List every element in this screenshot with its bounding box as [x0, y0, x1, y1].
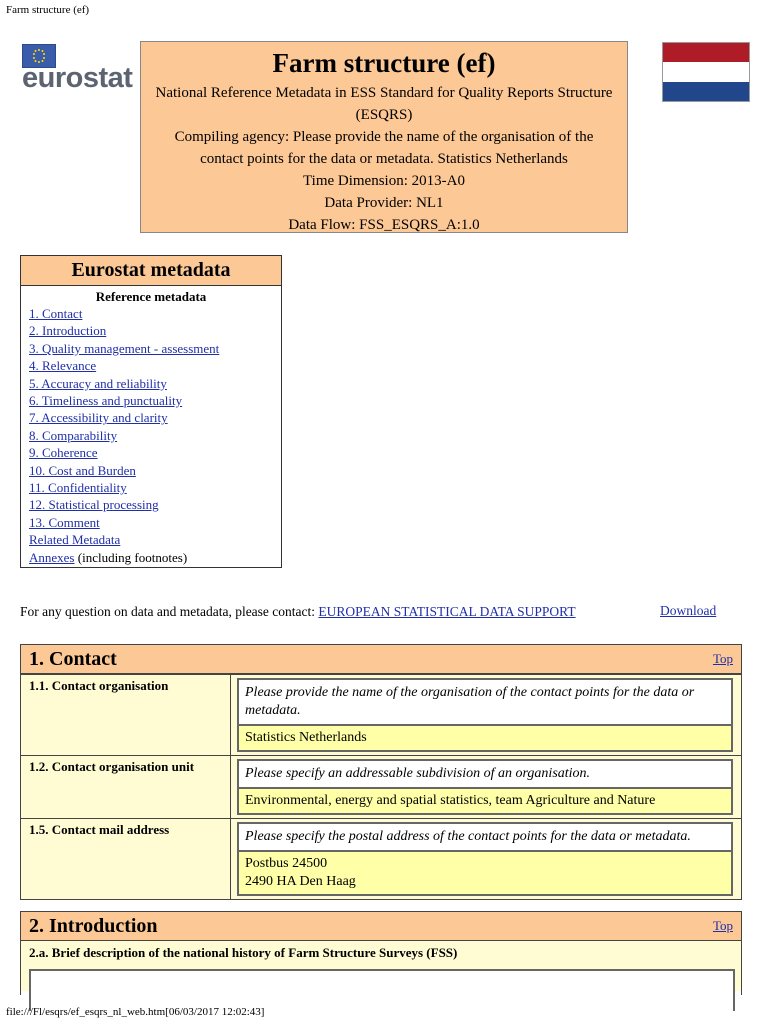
toc-list: [21, 305, 281, 566]
toc-subtitle: Reference metadata: [95, 289, 207, 304]
netherlands-flag-icon: [662, 42, 750, 102]
contact-text: For any question on data and metadata, please contact:: [20, 604, 319, 619]
page-header: Farm structure (ef): [6, 4, 90, 16]
data-support-link[interactable]: EUROPEAN STATISTICAL DATA SUPPORT: [318, 604, 576, 619]
field-value: Statistics Netherlands: [237, 726, 733, 752]
download-link[interactable]: Download: [660, 603, 717, 618]
title-box: [140, 41, 628, 233]
toc-link-confidentiality[interactable]: 11. Confidentiality: [29, 480, 127, 496]
standard-line: National Reference Metadata in ESS Standard for Quality Reports Structure (ESQRS): [155, 85, 613, 123]
table-row: [21, 818, 741, 899]
data-flow-line: Data Flow: FSS_ESQRS_A:1.0: [288, 217, 480, 233]
field-label: 1.2. Contact organisation unit: [21, 756, 231, 818]
field-value: Environmental, energy and spatial statistics, team Agriculture and Nature: [237, 789, 733, 815]
data-provider-line: Data Provider: NL1: [324, 195, 444, 211]
field-instruction: Please specify an addressable subdivision of an organisation.: [237, 759, 733, 789]
table-row: [21, 755, 741, 818]
page-footer: file:///Fl/esqrs/ef_esqrs_nl_web.htm[06/03/2017 12:02:43]: [6, 1006, 265, 1018]
section-title: 2. Introduction: [29, 915, 158, 937]
table-row: [21, 674, 741, 755]
section-contact: [20, 644, 742, 900]
field-instruction: Please provide the name of the organisation of the contact points for the data or metadata.: [237, 678, 733, 726]
section-contact-header: [21, 645, 741, 674]
section-title: 1. Contact: [29, 648, 117, 670]
contact-line: [20, 604, 576, 620]
eurostat-logo[interactable]: [22, 44, 140, 94]
toc-link-comment[interactable]: 13. Comment: [29, 514, 100, 530]
toc-link-accessibility[interactable]: 7. Accessibility and clarity: [29, 410, 168, 426]
section-introduction-header: [21, 912, 741, 941]
toc-title: Eurostat metadata: [21, 256, 281, 286]
field-label: 1.1. Contact organisation: [21, 675, 231, 755]
address-line-1: Postbus 24500: [245, 856, 328, 871]
field-instruction: Please specify the postal address of the contact points for the data or metadata.: [237, 822, 733, 852]
toc-link-quality-management[interactable]: 3. Quality management - assessment: [29, 340, 220, 356]
compiling-agency-line: Compiling agency: Please provide the name of the organisation of the contact points for the data or metadata. Statistics Netherlands: [174, 129, 594, 167]
page-title: Farm structure (ef): [272, 48, 496, 78]
eurostat-wordmark: eurostat: [22, 62, 133, 94]
toc-link-statistical-processing[interactable]: 12. Statistical processing: [29, 497, 159, 513]
top-link[interactable]: Top: [712, 918, 733, 933]
address-line-2: 2490 HA Den Haag: [245, 874, 356, 889]
toc-link-cost-burden[interactable]: 10. Cost and Burden: [29, 462, 136, 478]
toc-link-comparability[interactable]: 8. Comparability: [29, 427, 118, 443]
field-instruction-box: [29, 969, 735, 1011]
field-label: 1.5. Contact mail address: [21, 819, 231, 899]
toc-link-introduction[interactable]: 2. Introduction: [29, 323, 107, 339]
top-link[interactable]: Top: [712, 651, 733, 666]
toc-link-related-metadata[interactable]: Related Metadata: [29, 532, 121, 548]
table-of-contents: [20, 255, 282, 568]
field-value: [237, 852, 733, 896]
subsection-heading: 2.a. Brief description of the national history of Farm Structure Surveys (FSS): [21, 941, 741, 965]
toc-link-accuracy[interactable]: 5. Accuracy and reliability: [29, 375, 167, 391]
section-introduction: [20, 911, 742, 995]
toc-link-annexes[interactable]: Annexes: [29, 549, 75, 565]
time-dimension-line: Time Dimension: 2013-A0: [303, 173, 465, 189]
toc-link-coherence[interactable]: 9. Coherence: [29, 445, 98, 461]
toc-link-relevance[interactable]: 4. Relevance: [29, 358, 97, 374]
annexes-suffix: (including footnotes): [74, 549, 188, 565]
toc-link-timeliness[interactable]: 6. Timeliness and punctuality: [29, 393, 183, 409]
toc-link-contact[interactable]: 1. Contact: [29, 306, 83, 321]
